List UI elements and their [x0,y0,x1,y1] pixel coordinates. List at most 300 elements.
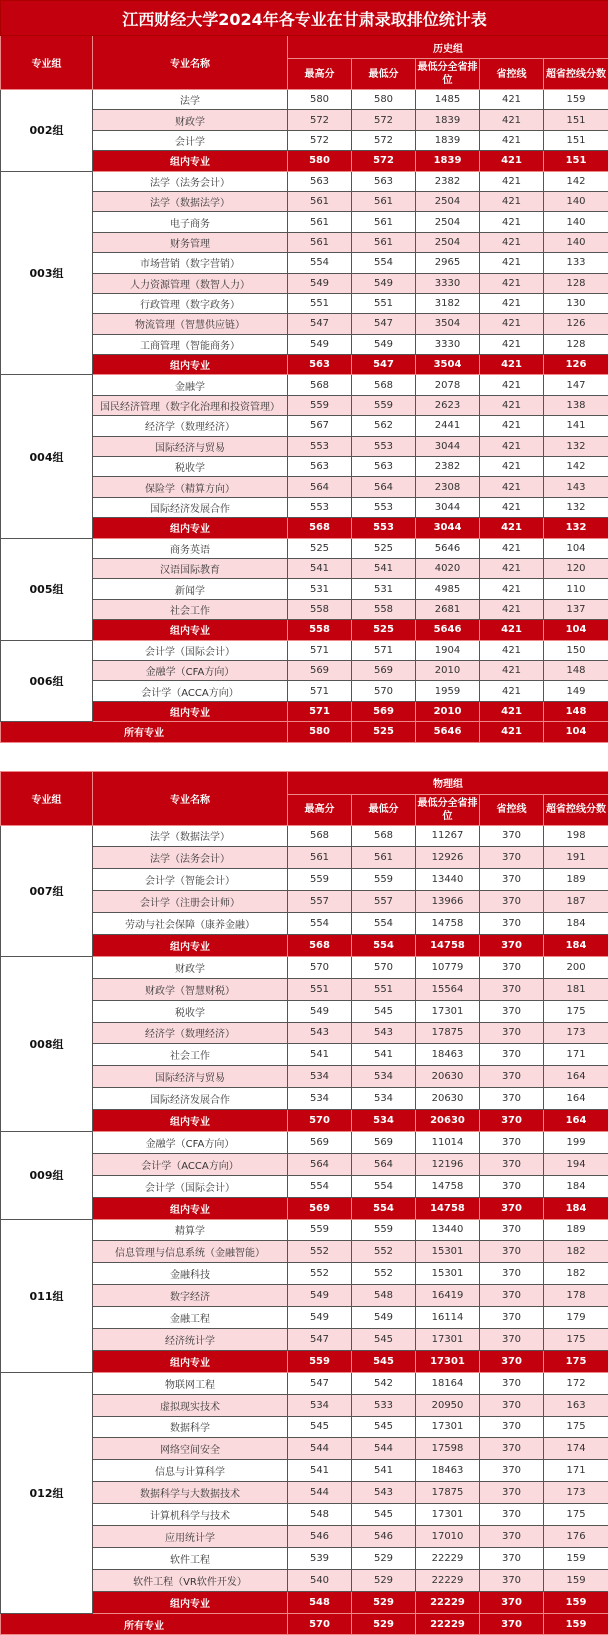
min-score-rank: 13440 [416,1219,480,1241]
min-score-rank: 18164 [416,1372,480,1394]
max-score: 551 [288,978,352,1000]
min-score: 529 [352,1591,416,1613]
table-row [1,1000,608,1022]
major-name: 工商管理（智能商务） [93,334,288,354]
max-score: 559 [288,1219,352,1241]
table-row [1,1372,608,1394]
table-row [1,869,608,891]
over-control-line: 175 [544,1504,608,1526]
major-name: 商务英语 [93,538,288,558]
over-control-line: 148 [544,660,608,680]
min-score: 572 [352,110,416,130]
min-score: 545 [352,1416,416,1438]
min-score: 559 [352,869,416,891]
min-score-rank: 10779 [416,956,480,978]
max-score: 568 [288,825,352,847]
control-line: 370 [480,1000,544,1022]
table-row [1,1482,608,1504]
table-row [1,130,608,150]
min-score: 561 [352,232,416,252]
min-score: 561 [352,847,416,869]
max-score: 569 [288,660,352,680]
over-control-line: 150 [544,640,608,660]
min-score-rank: 14758 [416,1197,480,1219]
over-control-line: 175 [544,1350,608,1372]
table-row [1,891,608,913]
over-control-line: 159 [544,1569,608,1591]
control-line: 370 [480,1416,544,1438]
header-max: 最高分 [288,59,352,90]
over-control-line: 164 [544,1110,608,1132]
control-line: 370 [480,1263,544,1285]
control-line: 370 [480,1197,544,1219]
group-label: 012组 [1,1372,93,1613]
max-score: 561 [288,232,352,252]
control-line: 370 [480,1285,544,1307]
min-score: 543 [352,1482,416,1504]
min-score: 557 [352,891,416,913]
major-name: 财政学（智慧财税） [93,978,288,1000]
over-control-line: 133 [544,253,608,273]
major-name: 金融工程 [93,1307,288,1329]
min-score-rank: 2382 [416,457,480,477]
major-name: 经济学（数理经济） [93,416,288,436]
over-control-line: 189 [544,1219,608,1241]
min-score: 558 [352,599,416,619]
min-score: 529 [352,1547,416,1569]
min-score: 562 [352,416,416,436]
min-score-rank: 11267 [416,825,480,847]
control-line: 370 [480,1022,544,1044]
max-score: 569 [288,1131,352,1153]
min-score-rank: 4020 [416,558,480,578]
table-row [1,1153,608,1175]
min-score: 541 [352,558,416,578]
major-name: 网络空间安全 [93,1438,288,1460]
table-row [1,497,608,517]
group-label: 005组 [1,538,93,640]
major-name: 电子商务 [93,212,288,232]
over-control-line: 132 [544,436,608,456]
table-row [1,1394,608,1416]
table-row [1,825,608,847]
control-line: 421 [480,110,544,130]
min-score: 545 [352,1350,416,1372]
over-control-line: 199 [544,1131,608,1153]
table-row [1,212,608,232]
min-score-rank: 14758 [416,1175,480,1197]
over-control-line: 128 [544,273,608,293]
min-score: 564 [352,1153,416,1175]
min-score-rank: 20630 [416,1110,480,1132]
min-score-rank: 1839 [416,151,480,171]
min-score-rank: 5646 [416,620,480,640]
min-score: 545 [352,1504,416,1526]
group-summary-row [1,1197,608,1219]
control-line: 421 [480,579,544,599]
over-control-line: 140 [544,232,608,252]
min-score-rank: 2965 [416,253,480,273]
min-score: 554 [352,1175,416,1197]
max-score: 548 [288,1504,352,1526]
header-min: 最低分 [352,794,416,825]
over-control-line: 142 [544,171,608,191]
over-control-line: 173 [544,1482,608,1504]
table-row [1,293,608,313]
max-score: 571 [288,701,352,721]
max-score: 580 [288,722,352,742]
over-control-line: 110 [544,579,608,599]
table-row [1,978,608,1000]
major-name: 组内专业 [93,1591,288,1613]
min-score-rank: 3182 [416,293,480,313]
min-score-rank: 3330 [416,273,480,293]
header-over: 超省控线分数 [544,794,608,825]
max-score: 563 [288,355,352,375]
min-score: 553 [352,497,416,517]
min-score: 554 [352,253,416,273]
min-score: 544 [352,1438,416,1460]
table-row [1,579,608,599]
control-line: 370 [480,1372,544,1394]
major-name: 信息管理与信息系统（金融智能） [93,1241,288,1263]
over-control-line: 175 [544,1000,608,1022]
max-score: 547 [288,314,352,334]
min-score-rank: 3044 [416,518,480,538]
major-name: 保险学（精算方向） [93,477,288,497]
min-score-rank: 3044 [416,436,480,456]
min-score-rank: 1485 [416,90,480,110]
control-line: 370 [480,1613,544,1635]
major-name: 金融学 [93,375,288,395]
min-score: 525 [352,538,416,558]
max-score: 561 [288,847,352,869]
table-row [1,1022,608,1044]
control-line: 421 [480,416,544,436]
major-name: 市场营销（数字营销） [93,253,288,273]
max-score: 568 [288,375,352,395]
table-title: 江西财经大学2024年各专业在甘肃录取排位统计表 [1,1,608,36]
min-score: 549 [352,334,416,354]
min-score-rank: 22229 [416,1569,480,1591]
min-score: 534 [352,1088,416,1110]
table-row [1,538,608,558]
table-row [1,1307,608,1329]
min-score: 563 [352,171,416,191]
group-summary-row [1,1350,608,1372]
control-line: 370 [480,1569,544,1591]
min-score-rank: 2623 [416,395,480,415]
max-score: 531 [288,579,352,599]
control-line: 370 [480,1131,544,1153]
major-name: 国际经济与贸易 [93,1066,288,1088]
major-name: 数据科学 [93,1416,288,1438]
over-control-line: 159 [544,1613,608,1635]
control-line: 370 [480,1438,544,1460]
all-majors-label: 所有专业 [1,722,288,742]
min-score: 571 [352,640,416,660]
min-score-rank: 1839 [416,110,480,130]
control-line: 370 [480,956,544,978]
over-control-line: 171 [544,1460,608,1482]
max-score: 546 [288,1526,352,1548]
header-group: 专业组 [1,771,93,825]
min-score: 561 [352,191,416,211]
major-name: 会计学（ACCA方向） [93,1153,288,1175]
group-summary-row [1,151,608,171]
control-line: 421 [480,701,544,721]
control-line: 370 [480,1175,544,1197]
over-control-line: 184 [544,1197,608,1219]
table-row [1,558,608,578]
max-score: 561 [288,191,352,211]
group-label: 004组 [1,375,93,538]
table-row [1,191,608,211]
min-score-rank: 3330 [416,334,480,354]
min-score: 563 [352,457,416,477]
max-score: 563 [288,457,352,477]
min-score-rank: 2078 [416,375,480,395]
min-score: 551 [352,293,416,313]
major-name: 精算学 [93,1219,288,1241]
min-score: 529 [352,1569,416,1591]
min-score-rank: 2010 [416,701,480,721]
control-line: 370 [480,825,544,847]
major-name: 汉语国际教育 [93,558,288,578]
control-line: 421 [480,293,544,313]
major-name: 组内专业 [93,355,288,375]
group-label: 002组 [1,90,93,172]
control-line: 370 [480,1066,544,1088]
max-score: 571 [288,640,352,660]
control-line: 421 [480,558,544,578]
control-line: 370 [480,1460,544,1482]
over-control-line: 189 [544,869,608,891]
major-name: 组内专业 [93,620,288,640]
over-control-line: 143 [544,477,608,497]
min-score: 572 [352,151,416,171]
min-score-rank: 15564 [416,978,480,1000]
max-score: 549 [288,334,352,354]
control-line: 421 [480,232,544,252]
max-score: 534 [288,1066,352,1088]
max-score: 564 [288,1153,352,1175]
control-line: 421 [480,538,544,558]
major-name: 法学（数据法学） [93,825,288,847]
over-control-line: 181 [544,978,608,1000]
max-score: 539 [288,1547,352,1569]
over-control-line: 130 [544,293,608,313]
major-name: 劳动与社会保障（康养金融） [93,913,288,935]
over-control-line: 137 [544,599,608,619]
all-majors-row [1,1613,608,1635]
min-score: 525 [352,620,416,640]
over-control-line: 164 [544,1088,608,1110]
max-score: 569 [288,1197,352,1219]
min-score: 561 [352,212,416,232]
min-score: 531 [352,579,416,599]
min-score-rank: 20950 [416,1394,480,1416]
max-score: 548 [288,1591,352,1613]
max-score: 547 [288,1328,352,1350]
group-summary-row [1,1591,608,1613]
control-line: 421 [480,518,544,538]
min-score: 543 [352,1022,416,1044]
control-line: 370 [480,913,544,935]
max-score: 553 [288,497,352,517]
min-score-rank: 15301 [416,1263,480,1285]
max-score: 559 [288,869,352,891]
control-line: 421 [480,130,544,150]
table-row [1,1285,608,1307]
header-min: 最低分 [352,59,416,90]
min-score: 569 [352,1131,416,1153]
group-label: 007组 [1,825,93,956]
table-row [1,599,608,619]
control-line: 370 [480,1482,544,1504]
min-score-rank: 17598 [416,1438,480,1460]
max-score: 549 [288,273,352,293]
control-line: 421 [480,681,544,701]
min-score-rank: 2382 [416,171,480,191]
major-name: 会计学（智能会计） [93,869,288,891]
major-name: 软件工程 [93,1547,288,1569]
control-line: 421 [480,334,544,354]
table-row [1,436,608,456]
max-score: 561 [288,212,352,232]
over-control-line: 163 [544,1394,608,1416]
min-score: 552 [352,1263,416,1285]
over-control-line: 184 [544,913,608,935]
min-score: 548 [352,1285,416,1307]
min-score: 559 [352,395,416,415]
over-control-line: 120 [544,558,608,578]
min-score: 564 [352,477,416,497]
min-score-rank: 1959 [416,681,480,701]
max-score: 554 [288,1175,352,1197]
major-name: 组内专业 [93,701,288,721]
control-line: 421 [480,722,544,742]
major-name: 软件工程（VR软件开发） [93,1569,288,1591]
header-control: 省控线 [480,59,544,90]
group-label: 011组 [1,1219,93,1372]
min-score: 553 [352,436,416,456]
control-line: 370 [480,869,544,891]
min-score: 570 [352,956,416,978]
max-score: 554 [288,253,352,273]
max-score: 572 [288,130,352,150]
major-name: 虚拟现实技术 [93,1394,288,1416]
table-row [1,395,608,415]
min-score-rank: 22229 [416,1547,480,1569]
control-line: 370 [480,1526,544,1548]
min-score: 559 [352,1219,416,1241]
min-score-rank: 13440 [416,869,480,891]
min-score: 554 [352,913,416,935]
header-rank: 最低分全省排位 [416,794,480,825]
group-summary-row [1,518,608,538]
over-control-line: 138 [544,395,608,415]
header-over: 超省控线分数 [544,59,608,90]
major-name: 会计学（国际会计） [93,1175,288,1197]
major-name: 会计学（注册会计师） [93,891,288,913]
over-control-line: 140 [544,212,608,232]
table-row [1,1328,608,1350]
min-score-rank: 12926 [416,847,480,869]
min-score: 569 [352,701,416,721]
table-row [1,457,608,477]
header-rank: 最低分全省排位 [416,59,480,90]
min-score: 547 [352,355,416,375]
major-name: 信息与计算科学 [93,1460,288,1482]
control-line: 370 [480,1219,544,1241]
major-name: 国民经济管理（数字化治理和投资管理） [93,395,288,415]
over-control-line: 194 [544,1153,608,1175]
min-score: 551 [352,978,416,1000]
over-control-line: 191 [544,847,608,869]
min-score-rank: 2504 [416,212,480,232]
min-score-rank: 11014 [416,1131,480,1153]
over-control-line: 147 [544,375,608,395]
table-gap [0,743,608,771]
table-row [1,334,608,354]
major-name: 行政管理（数字政务） [93,293,288,313]
max-score: 553 [288,436,352,456]
table-row [1,1131,608,1153]
min-score-rank: 4985 [416,579,480,599]
header-group: 专业组 [1,36,93,90]
over-control-line: 164 [544,1066,608,1088]
max-score: 543 [288,1022,352,1044]
control-line: 421 [480,660,544,680]
table-row [1,913,608,935]
max-score: 557 [288,891,352,913]
group-summary-row [1,701,608,721]
table-row [1,1504,608,1526]
major-name: 经济学（数理经济） [93,1022,288,1044]
major-name: 组内专业 [93,1350,288,1372]
table-row [1,1263,608,1285]
table-row [1,681,608,701]
min-score: 568 [352,375,416,395]
max-score: 549 [288,1000,352,1022]
min-score-rank: 17301 [416,1000,480,1022]
control-line: 370 [480,1394,544,1416]
min-score-rank: 15301 [416,1241,480,1263]
over-control-line: 175 [544,1416,608,1438]
max-score: 567 [288,416,352,436]
table-row [1,232,608,252]
control-line: 421 [480,171,544,191]
max-score: 571 [288,681,352,701]
min-score: 534 [352,1066,416,1088]
all-majors-label: 所有专业 [1,1613,288,1635]
max-score: 568 [288,934,352,956]
major-name: 社会工作 [93,1044,288,1066]
over-control-line: 175 [544,1328,608,1350]
control-line: 370 [480,1547,544,1569]
over-control-line: 187 [544,891,608,913]
control-line: 370 [480,978,544,1000]
major-name: 会计学（国际会计） [93,640,288,660]
min-score-rank: 2681 [416,599,480,619]
max-score: 549 [288,1285,352,1307]
max-score: 540 [288,1569,352,1591]
major-name: 组内专业 [93,934,288,956]
table-row [1,253,608,273]
min-score-rank: 17301 [416,1416,480,1438]
over-control-line: 151 [544,110,608,130]
